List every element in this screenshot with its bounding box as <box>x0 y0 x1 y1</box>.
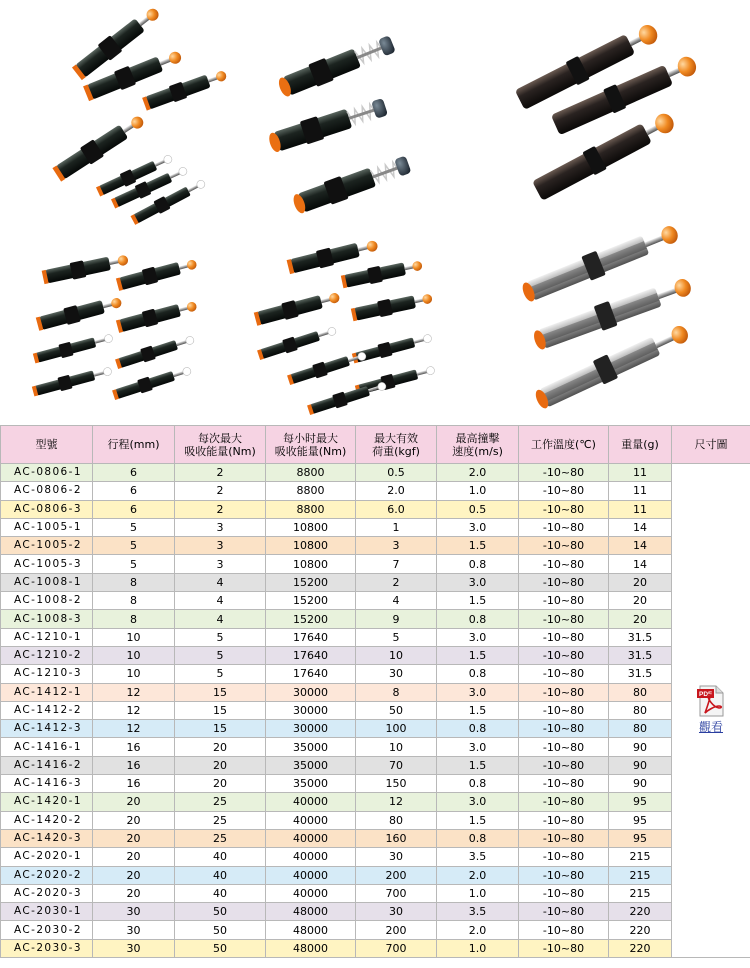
stroke-cell: 16 <box>93 738 175 756</box>
temperature-cell: -10~80 <box>519 683 609 701</box>
speed-cell: 3.0 <box>437 738 519 756</box>
weight-cell: 215 <box>609 866 672 884</box>
load-cell: 150 <box>356 775 437 793</box>
energy-hour-cell: 10800 <box>266 555 356 573</box>
energy-hour-cell: 30000 <box>266 701 356 719</box>
load-cell: 70 <box>356 756 437 774</box>
temperature-cell: -10~80 <box>519 573 609 591</box>
load-cell: 50 <box>356 701 437 719</box>
stroke-cell: 8 <box>93 573 175 591</box>
speed-cell: 1.5 <box>437 646 519 664</box>
load-cell: 100 <box>356 720 437 738</box>
model-cell: AC-2030-3 <box>1 939 93 957</box>
load-cell: 4 <box>356 592 437 610</box>
header-max-load: 最大有效 荷重(kgf) <box>356 426 437 464</box>
stroke-cell: 6 <box>93 464 175 482</box>
load-cell: 12 <box>356 793 437 811</box>
weight-cell: 11 <box>609 464 672 482</box>
energy-hour-cell: 17640 <box>266 628 356 646</box>
energy-cycle-cell: 20 <box>175 775 266 793</box>
table-row <box>1 518 750 536</box>
ac-1005-photo <box>31 251 198 402</box>
model-cell: AC-2020-1 <box>1 848 93 866</box>
weight-cell: 31.5 <box>609 665 672 683</box>
speed-cell: 3.0 <box>437 683 519 701</box>
energy-cycle-cell: 3 <box>175 518 266 536</box>
weight-cell: 95 <box>609 811 672 829</box>
temperature-cell: -10~80 <box>519 775 609 793</box>
spec-table <box>0 425 750 958</box>
load-cell: 3 <box>356 537 437 555</box>
energy-cycle-cell: 5 <box>175 646 266 664</box>
table-row <box>1 592 750 610</box>
table-row <box>1 500 750 518</box>
stroke-cell: 20 <box>93 829 175 847</box>
model-cell: AC-1416-2 <box>1 756 93 774</box>
stroke-cell: 16 <box>93 775 175 793</box>
temperature-cell: -10~80 <box>519 939 609 957</box>
header-energy-per-hour: 每小时最大 吸收能量(Nm) <box>266 426 356 464</box>
table-row <box>1 939 750 957</box>
energy-cycle-cell: 15 <box>175 701 266 719</box>
speed-cell: 0.8 <box>437 665 519 683</box>
table-row <box>1 921 750 939</box>
weight-cell: 14 <box>609 537 672 555</box>
stroke-cell: 20 <box>93 866 175 884</box>
weight-cell: 20 <box>609 610 672 628</box>
table-row <box>1 464 750 482</box>
energy-cycle-cell: 40 <box>175 866 266 884</box>
temperature-cell: -10~80 <box>519 628 609 646</box>
speed-cell: 1.0 <box>437 939 519 957</box>
energy-hour-cell: 8800 <box>266 464 356 482</box>
energy-hour-cell: 15200 <box>266 592 356 610</box>
model-cell: AC-2030-2 <box>1 921 93 939</box>
temperature-cell: -10~80 <box>519 610 609 628</box>
energy-cycle-cell: 20 <box>175 738 266 756</box>
speed-cell: 2.0 <box>437 464 519 482</box>
model-cell: AC-1005-2 <box>1 537 93 555</box>
load-cell: 30 <box>356 848 437 866</box>
temperature-cell: -10~80 <box>519 665 609 683</box>
energy-hour-cell: 40000 <box>266 829 356 847</box>
load-cell: 5 <box>356 628 437 646</box>
table-row <box>1 665 750 683</box>
dimension-drawing-cell <box>672 464 750 958</box>
table-row <box>1 537 750 555</box>
temperature-cell: -10~80 <box>519 829 609 847</box>
weight-cell: 215 <box>609 884 672 902</box>
speed-cell: 1.5 <box>437 811 519 829</box>
energy-cycle-cell: 2 <box>175 482 266 500</box>
speed-cell: 0.5 <box>437 500 519 518</box>
energy-cycle-cell: 3 <box>175 555 266 573</box>
ac-1210-photo <box>253 236 436 417</box>
speed-cell: 1.5 <box>437 537 519 555</box>
model-cell: AC-2020-2 <box>1 866 93 884</box>
weight-cell: 31.5 <box>609 628 672 646</box>
temperature-cell: -10~80 <box>519 537 609 555</box>
energy-cycle-cell: 50 <box>175 903 266 921</box>
energy-hour-cell: 40000 <box>266 811 356 829</box>
load-cell: 7 <box>356 555 437 573</box>
stroke-cell: 30 <box>93 921 175 939</box>
energy-hour-cell: 35000 <box>266 756 356 774</box>
view-pdf-link[interactable]: 觀看 <box>698 720 723 734</box>
weight-cell: 20 <box>609 592 672 610</box>
load-cell: 2 <box>356 573 437 591</box>
energy-hour-cell: 15200 <box>266 610 356 628</box>
stroke-cell: 6 <box>93 482 175 500</box>
load-cell: 2.0 <box>356 482 437 500</box>
stroke-cell: 20 <box>93 848 175 866</box>
header-temperature: 工作溫度(℃) <box>519 426 609 464</box>
energy-cycle-cell: 15 <box>175 720 266 738</box>
ac-2020-photo <box>514 19 701 202</box>
weight-cell: 20 <box>609 573 672 591</box>
table-row <box>1 573 750 591</box>
weight-cell: 80 <box>609 720 672 738</box>
stroke-cell: 10 <box>93 628 175 646</box>
stroke-cell: 8 <box>93 610 175 628</box>
energy-hour-cell: 10800 <box>266 537 356 555</box>
energy-cycle-cell: 2 <box>175 500 266 518</box>
weight-cell: 11 <box>609 500 672 518</box>
model-cell: AC-1210-1 <box>1 628 93 646</box>
weight-cell: 90 <box>609 738 672 756</box>
stroke-cell: 30 <box>93 939 175 957</box>
speed-cell: 0.8 <box>437 829 519 847</box>
speed-cell: 2.0 <box>437 921 519 939</box>
model-cell: AC-1420-2 <box>1 811 93 829</box>
energy-cycle-cell: 40 <box>175 848 266 866</box>
temperature-cell: -10~80 <box>519 464 609 482</box>
table-row <box>1 884 750 902</box>
weight-cell: 31.5 <box>609 646 672 664</box>
table-row <box>1 683 750 701</box>
temperature-cell: -10~80 <box>519 592 609 610</box>
model-cell: AC-1005-3 <box>1 555 93 573</box>
stroke-cell: 8 <box>93 592 175 610</box>
energy-hour-cell: 40000 <box>266 848 356 866</box>
speed-cell: 0.8 <box>437 555 519 573</box>
table-row <box>1 646 750 664</box>
energy-cycle-cell: 40 <box>175 884 266 902</box>
energy-hour-cell: 30000 <box>266 720 356 738</box>
energy-cycle-cell: 4 <box>175 573 266 591</box>
speed-cell: 1.0 <box>437 884 519 902</box>
model-cell: AC-0806-1 <box>1 464 93 482</box>
energy-hour-cell: 40000 <box>266 793 356 811</box>
temperature-cell: -10~80 <box>519 811 609 829</box>
speed-cell: 3.5 <box>437 848 519 866</box>
energy-cycle-cell: 15 <box>175 683 266 701</box>
table-row <box>1 903 750 921</box>
speed-cell: 1.0 <box>437 482 519 500</box>
model-cell: AC-0806-3 <box>1 500 93 518</box>
weight-cell: 95 <box>609 793 672 811</box>
temperature-cell: -10~80 <box>519 756 609 774</box>
stroke-cell: 12 <box>93 720 175 738</box>
ac-0806-photo <box>51 3 229 226</box>
speed-cell: 1.5 <box>437 756 519 774</box>
speed-cell: 0.8 <box>437 775 519 793</box>
energy-cycle-cell: 25 <box>175 793 266 811</box>
energy-hour-cell: 17640 <box>266 646 356 664</box>
table-row <box>1 866 750 884</box>
pdf-icon-label: PDF <box>699 691 712 698</box>
load-cell: 10 <box>356 738 437 756</box>
stroke-cell: 16 <box>93 756 175 774</box>
load-cell: 30 <box>356 665 437 683</box>
energy-hour-cell: 35000 <box>266 775 356 793</box>
stroke-cell: 10 <box>93 646 175 664</box>
speed-cell: 2.0 <box>437 866 519 884</box>
weight-cell: 220 <box>609 903 672 921</box>
load-cell: 6.0 <box>356 500 437 518</box>
model-cell: AC-1005-1 <box>1 518 93 536</box>
energy-cycle-cell: 2 <box>175 464 266 482</box>
model-cell: AC-2030-1 <box>1 903 93 921</box>
energy-hour-cell: 48000 <box>266 939 356 957</box>
speed-cell: 3.5 <box>437 903 519 921</box>
load-cell: 200 <box>356 921 437 939</box>
header-model: 型號 <box>1 426 93 464</box>
energy-cycle-cell: 25 <box>175 829 266 847</box>
weight-cell: 215 <box>609 848 672 866</box>
stroke-cell: 12 <box>93 683 175 701</box>
energy-cycle-cell: 20 <box>175 756 266 774</box>
ac-2030-photo <box>519 220 695 413</box>
load-cell: 1 <box>356 518 437 536</box>
speed-cell: 1.5 <box>437 592 519 610</box>
load-cell: 10 <box>356 646 437 664</box>
weight-cell: 220 <box>609 939 672 957</box>
model-cell: AC-1420-1 <box>1 793 93 811</box>
table-row <box>1 555 750 573</box>
model-cell: AC-1008-1 <box>1 573 93 591</box>
header-dimension-drawing: 尺寸圖 <box>672 426 750 464</box>
temperature-cell: -10~80 <box>519 646 609 664</box>
energy-cycle-cell: 3 <box>175 537 266 555</box>
speed-cell: 3.0 <box>437 628 519 646</box>
table-row <box>1 610 750 628</box>
table-row <box>1 701 750 719</box>
table-header-row <box>1 426 750 464</box>
speed-cell: 0.8 <box>437 720 519 738</box>
stroke-cell: 5 <box>93 518 175 536</box>
stroke-cell: 20 <box>93 793 175 811</box>
weight-cell: 11 <box>609 482 672 500</box>
energy-hour-cell: 8800 <box>266 482 356 500</box>
speed-cell: 0.8 <box>437 610 519 628</box>
weight-cell: 220 <box>609 921 672 939</box>
temperature-cell: -10~80 <box>519 866 609 884</box>
energy-hour-cell: 40000 <box>266 884 356 902</box>
stroke-cell: 30 <box>93 903 175 921</box>
energy-hour-cell: 8800 <box>266 500 356 518</box>
speed-cell: 3.0 <box>437 518 519 536</box>
model-cell: AC-1416-1 <box>1 738 93 756</box>
temperature-cell: -10~80 <box>519 921 609 939</box>
stroke-cell: 5 <box>93 537 175 555</box>
product-photo-gallery <box>0 0 750 424</box>
energy-cycle-cell: 25 <box>175 811 266 829</box>
temperature-cell: -10~80 <box>519 848 609 866</box>
load-cell: 160 <box>356 829 437 847</box>
pdf-icon[interactable] <box>697 685 725 717</box>
weight-cell: 90 <box>609 775 672 793</box>
weight-cell: 14 <box>609 555 672 573</box>
stroke-cell: 12 <box>93 701 175 719</box>
temperature-cell: -10~80 <box>519 738 609 756</box>
model-cell: AC-1008-3 <box>1 610 93 628</box>
load-cell: 8 <box>356 683 437 701</box>
table-row <box>1 720 750 738</box>
table-row <box>1 848 750 866</box>
model-cell: AC-1412-3 <box>1 720 93 738</box>
table-row <box>1 793 750 811</box>
energy-cycle-cell: 4 <box>175 592 266 610</box>
energy-cycle-cell: 4 <box>175 610 266 628</box>
energy-cycle-cell: 5 <box>175 628 266 646</box>
weight-cell: 95 <box>609 829 672 847</box>
model-cell: AC-1412-2 <box>1 701 93 719</box>
energy-hour-cell: 17640 <box>266 665 356 683</box>
header-stroke: 行程(mm) <box>93 426 175 464</box>
energy-hour-cell: 48000 <box>266 903 356 921</box>
weight-cell: 80 <box>609 683 672 701</box>
speed-cell: 1.5 <box>437 701 519 719</box>
stroke-cell: 5 <box>93 555 175 573</box>
temperature-cell: -10~80 <box>519 500 609 518</box>
temperature-cell: -10~80 <box>519 518 609 536</box>
header-energy-per-cycle: 每次最大 吸收能量(Nm) <box>175 426 266 464</box>
energy-hour-cell: 35000 <box>266 738 356 756</box>
temperature-cell: -10~80 <box>519 701 609 719</box>
weight-cell: 80 <box>609 701 672 719</box>
table-row <box>1 829 750 847</box>
temperature-cell: -10~80 <box>519 555 609 573</box>
speed-cell: 3.0 <box>437 573 519 591</box>
energy-cycle-cell: 50 <box>175 921 266 939</box>
load-cell: 0.5 <box>356 464 437 482</box>
table-row <box>1 756 750 774</box>
model-cell: AC-1210-2 <box>1 646 93 664</box>
table-body <box>1 464 750 958</box>
header-weight: 重量(g) <box>609 426 672 464</box>
energy-cycle-cell: 5 <box>175 665 266 683</box>
table-row <box>1 738 750 756</box>
model-cell: AC-1412-1 <box>1 683 93 701</box>
temperature-cell: -10~80 <box>519 884 609 902</box>
table-row <box>1 482 750 500</box>
table-row <box>1 775 750 793</box>
energy-hour-cell: 15200 <box>266 573 356 591</box>
ac-1412-photo <box>266 32 412 216</box>
load-cell: 30 <box>356 903 437 921</box>
load-cell: 9 <box>356 610 437 628</box>
load-cell: 700 <box>356 939 437 957</box>
model-cell: AC-0806-2 <box>1 482 93 500</box>
weight-cell: 90 <box>609 756 672 774</box>
speed-cell: 3.0 <box>437 793 519 811</box>
table-row <box>1 628 750 646</box>
temperature-cell: -10~80 <box>519 720 609 738</box>
energy-hour-cell: 30000 <box>266 683 356 701</box>
temperature-cell: -10~80 <box>519 482 609 500</box>
load-cell: 200 <box>356 866 437 884</box>
model-cell: AC-1420-3 <box>1 829 93 847</box>
stroke-cell: 20 <box>93 811 175 829</box>
table-row <box>1 811 750 829</box>
model-cell: AC-1416-3 <box>1 775 93 793</box>
header-max-speed: 最高撞擊 速度(m/s) <box>437 426 519 464</box>
stroke-cell: 6 <box>93 500 175 518</box>
energy-hour-cell: 48000 <box>266 921 356 939</box>
model-cell: AC-1210-3 <box>1 665 93 683</box>
energy-hour-cell: 40000 <box>266 866 356 884</box>
stroke-cell: 10 <box>93 665 175 683</box>
temperature-cell: -10~80 <box>519 903 609 921</box>
temperature-cell: -10~80 <box>519 793 609 811</box>
energy-hour-cell: 10800 <box>266 518 356 536</box>
model-cell: AC-1008-2 <box>1 592 93 610</box>
energy-cycle-cell: 50 <box>175 939 266 957</box>
weight-cell: 14 <box>609 518 672 536</box>
load-cell: 80 <box>356 811 437 829</box>
load-cell: 700 <box>356 884 437 902</box>
stroke-cell: 20 <box>93 884 175 902</box>
model-cell: AC-2020-3 <box>1 884 93 902</box>
